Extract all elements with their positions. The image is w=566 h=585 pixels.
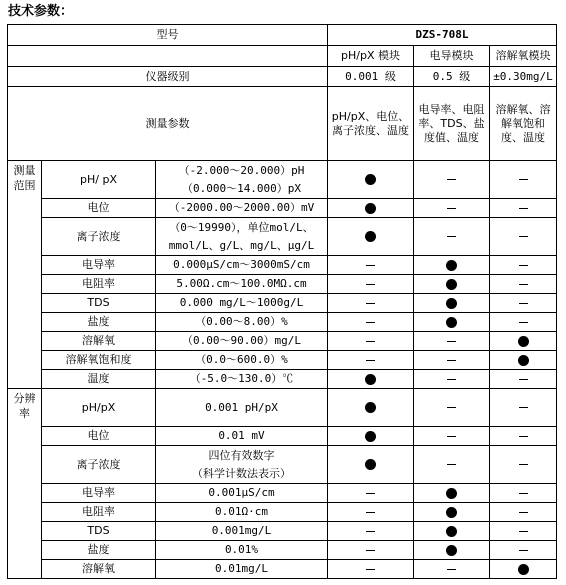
res_rows-row	[8, 541, 557, 560]
range_rows-row	[8, 332, 557, 351]
supported-dot-icon	[365, 459, 376, 470]
support-cell-oxygen	[490, 427, 557, 446]
support-cell-conductivity	[414, 294, 490, 313]
support-cell-ph	[328, 446, 414, 484]
support-cell-oxygen	[490, 522, 557, 541]
support-cell-oxygen	[490, 560, 557, 579]
not-supported-dash-icon	[366, 322, 375, 323]
support-cell-ph	[328, 522, 414, 541]
section-range: 测量范围	[8, 161, 42, 389]
support-cell-conductivity	[414, 389, 490, 427]
supported-dot-icon	[518, 564, 529, 575]
support-cell-oxygen	[490, 275, 557, 294]
not-supported-dash-icon	[519, 236, 528, 237]
support-cell-conductivity	[414, 332, 490, 351]
param-spec	[156, 503, 328, 522]
param-name: TDS	[42, 294, 156, 313]
not-supported-dash-icon	[519, 303, 528, 304]
spec-line: 0.01Ω·cm	[215, 505, 268, 518]
param-name: 电导率	[42, 484, 156, 503]
spec-line: 0.000μS/cm～3000mS/cm	[173, 258, 310, 271]
model-row	[8, 25, 557, 46]
spec-line: （0.000～14.000）pX	[181, 181, 302, 195]
not-supported-dash-icon	[447, 236, 456, 237]
spec-line: （-2.000～20.000）pH	[178, 163, 305, 177]
range_rows-row	[8, 161, 557, 199]
param-spec	[156, 218, 328, 256]
not-supported-dash-icon	[519, 284, 528, 285]
spec-table	[7, 24, 557, 579]
module-conductivity: 电导模块	[414, 46, 490, 67]
param-spec	[156, 275, 328, 294]
supported-dot-icon	[446, 545, 457, 556]
not-supported-dash-icon	[366, 303, 375, 304]
supported-dot-icon	[518, 355, 529, 366]
support-cell-oxygen	[490, 484, 557, 503]
supported-dot-icon	[446, 507, 457, 518]
not-supported-dash-icon	[447, 208, 456, 209]
not-supported-dash-icon	[447, 407, 456, 408]
param-name: 电位	[42, 199, 156, 218]
section-resolution: 分辨率	[8, 389, 42, 579]
module-row	[8, 46, 557, 67]
support-cell-conductivity	[414, 427, 490, 446]
not-supported-dash-icon	[366, 569, 375, 570]
level-oxygen: ±0.30mg/L	[490, 67, 557, 87]
not-supported-dash-icon	[366, 360, 375, 361]
spec-line: 5.00Ω.cm～100.0MΩ.cm	[176, 277, 307, 290]
param-spec	[156, 522, 328, 541]
spec-line: 0.001μS/cm	[208, 486, 275, 499]
support-cell-ph	[328, 351, 414, 370]
not-supported-dash-icon	[366, 284, 375, 285]
res_rows-row	[8, 427, 557, 446]
module-row-blank	[8, 46, 328, 67]
support-cell-oxygen	[490, 370, 557, 389]
support-cell-oxygen	[490, 294, 557, 313]
spec-line: （0.0～600.0）%	[195, 353, 288, 366]
support-cell-oxygen	[490, 446, 557, 484]
support-cell-ph	[328, 370, 414, 389]
param-spec	[156, 294, 328, 313]
support-cell-ph	[328, 199, 414, 218]
param-spec	[156, 484, 328, 503]
support-cell-ph	[328, 484, 414, 503]
param-name: pH/pX	[42, 389, 156, 427]
page-heading: 技术参数：	[8, 4, 74, 19]
param-name: 电阻率	[42, 275, 156, 294]
not-supported-dash-icon	[366, 265, 375, 266]
not-supported-dash-icon	[366, 531, 375, 532]
param-spec	[156, 541, 328, 560]
support-cell-oxygen	[490, 332, 557, 351]
supported-dot-icon	[446, 298, 457, 309]
support-cell-ph	[328, 256, 414, 275]
level-label: 仪器级别	[8, 67, 328, 87]
supported-dot-icon	[365, 374, 376, 385]
range_rows-row	[8, 256, 557, 275]
support-cell-ph	[328, 294, 414, 313]
not-supported-dash-icon	[519, 531, 528, 532]
param-spec	[156, 446, 328, 484]
param-name: 溶解氧饱和度	[42, 351, 156, 370]
param-spec	[156, 256, 328, 275]
not-supported-dash-icon	[519, 512, 528, 513]
support-cell-oxygen	[490, 199, 557, 218]
spec-line: （科学计数法表示）	[192, 466, 291, 480]
param-spec	[156, 199, 328, 218]
res_rows-row	[8, 446, 557, 484]
spec-line: 0.000 mg/L～1000g/L	[179, 296, 304, 309]
not-supported-dash-icon	[447, 569, 456, 570]
support-cell-conductivity	[414, 541, 490, 560]
supported-dot-icon	[365, 174, 376, 185]
model-label: 型号	[8, 25, 328, 46]
spec-line: （-5.0～130.0）℃	[189, 372, 294, 385]
support-cell-ph	[328, 503, 414, 522]
param-name: 离子浓度	[42, 218, 156, 256]
support-cell-ph	[328, 560, 414, 579]
support-cell-conductivity	[414, 560, 490, 579]
param-spec	[156, 389, 328, 427]
param-name: pH/ pX	[42, 161, 156, 199]
supported-dot-icon	[365, 203, 376, 214]
not-supported-dash-icon	[519, 493, 528, 494]
not-supported-dash-icon	[519, 379, 528, 380]
support-cell-conductivity	[414, 218, 490, 256]
range_rows-row	[8, 351, 557, 370]
support-cell-conductivity	[414, 199, 490, 218]
level-conductivity: 0.5 级	[414, 67, 490, 87]
supported-dot-icon	[365, 402, 376, 413]
not-supported-dash-icon	[519, 179, 528, 180]
not-supported-dash-icon	[447, 179, 456, 180]
not-supported-dash-icon	[366, 493, 375, 494]
support-cell-oxygen	[490, 313, 557, 332]
param-spec	[156, 161, 328, 199]
support-cell-conductivity	[414, 256, 490, 275]
support-cell-conductivity	[414, 161, 490, 199]
not-supported-dash-icon	[447, 360, 456, 361]
support-cell-oxygen	[490, 389, 557, 427]
not-supported-dash-icon	[366, 550, 375, 551]
support-cell-conductivity	[414, 275, 490, 294]
support-cell-oxygen	[490, 351, 557, 370]
supported-dot-icon	[446, 317, 457, 328]
range_rows-row	[8, 370, 557, 389]
support-cell-oxygen	[490, 218, 557, 256]
support-cell-conductivity	[414, 503, 490, 522]
spec-line: mmol/L、g/L、mg/L、μg/L	[168, 238, 315, 252]
support-cell-oxygen	[490, 541, 557, 560]
support-cell-oxygen	[490, 256, 557, 275]
range_rows-row	[8, 218, 557, 256]
not-supported-dash-icon	[519, 407, 528, 408]
not-supported-dash-icon	[519, 322, 528, 323]
support-cell-conductivity	[414, 351, 490, 370]
supported-dot-icon	[446, 260, 457, 271]
supported-dot-icon	[518, 336, 529, 347]
param-name: 电导率	[42, 256, 156, 275]
param-spec	[156, 427, 328, 446]
res_rows-row	[8, 503, 557, 522]
not-supported-dash-icon	[519, 464, 528, 465]
supported-dot-icon	[446, 526, 457, 537]
not-supported-dash-icon	[366, 512, 375, 513]
not-supported-dash-icon	[366, 341, 375, 342]
support-cell-conductivity	[414, 370, 490, 389]
param-spec	[156, 351, 328, 370]
support-cell-ph	[328, 218, 414, 256]
not-supported-dash-icon	[519, 436, 528, 437]
supported-dot-icon	[446, 488, 457, 499]
param-name: 温度	[42, 370, 156, 389]
module-oxygen: 溶解氧模块	[490, 46, 557, 67]
spec-line: （0～19990），单位mol/L、	[169, 220, 314, 234]
spec-line: （0.00～8.00）%	[195, 315, 288, 328]
param-name: 电阻率	[42, 503, 156, 522]
support-cell-oxygen	[490, 503, 557, 522]
not-supported-dash-icon	[447, 341, 456, 342]
support-cell-ph	[328, 427, 414, 446]
measure-conductivity: 电导率、电阻率、TDS、盐度值、温度	[414, 87, 490, 161]
param-name: 溶解氧	[42, 332, 156, 351]
param-spec	[156, 313, 328, 332]
not-supported-dash-icon	[447, 464, 456, 465]
support-cell-ph	[328, 161, 414, 199]
spec-line: 0.01 mV	[218, 429, 265, 442]
spec-line: 0.001mg/L	[211, 524, 272, 537]
param-name: 溶解氧	[42, 560, 156, 579]
level-ph: 0.001 级	[328, 67, 414, 87]
support-cell-conductivity	[414, 446, 490, 484]
supported-dot-icon	[446, 279, 457, 290]
not-supported-dash-icon	[519, 208, 528, 209]
range_rows-row	[8, 199, 557, 218]
not-supported-dash-icon	[519, 265, 528, 266]
level-row	[8, 67, 557, 87]
not-supported-dash-icon	[519, 550, 528, 551]
range_rows-row	[8, 294, 557, 313]
measure-row	[8, 87, 557, 161]
param-spec	[156, 332, 328, 351]
spec-line: 0.001 pH/pX	[205, 400, 278, 414]
param-name: TDS	[42, 522, 156, 541]
supported-dot-icon	[365, 231, 376, 242]
param-name: 盐度	[42, 313, 156, 332]
support-cell-conductivity	[414, 484, 490, 503]
spec-line: （-2000.00～2000.00）mV	[168, 201, 315, 214]
param-name: 盐度	[42, 541, 156, 560]
range_rows-row	[8, 313, 557, 332]
support-cell-ph	[328, 389, 414, 427]
spec-line: 四位有效数字	[208, 448, 275, 462]
res_rows-row	[8, 560, 557, 579]
param-spec	[156, 370, 328, 389]
supported-dot-icon	[365, 431, 376, 442]
spec-line: （0.00～90.00）mg/L	[181, 334, 302, 347]
support-cell-conductivity	[414, 522, 490, 541]
spec-line: 0.01mg/L	[215, 562, 268, 575]
res_rows-row	[8, 389, 557, 427]
spec-line: 0.01%	[224, 543, 259, 556]
not-supported-dash-icon	[447, 379, 456, 380]
module-ph: pH/pX 模块	[328, 46, 414, 67]
support-cell-oxygen	[490, 161, 557, 199]
measure-oxygen: 溶解氧、溶解氧饱和度、温度	[490, 87, 557, 161]
support-cell-ph	[328, 275, 414, 294]
measure-label: 测量参数	[8, 87, 328, 161]
res_rows-row	[8, 522, 557, 541]
param-name: 电位	[42, 427, 156, 446]
model-value: DZS-708L	[328, 25, 557, 46]
support-cell-conductivity	[414, 313, 490, 332]
support-cell-ph	[328, 541, 414, 560]
res_rows-row	[8, 484, 557, 503]
measure-ph: pH/pX、电位、离子浓度、温度	[328, 87, 414, 161]
support-cell-ph	[328, 313, 414, 332]
range_rows-row	[8, 275, 557, 294]
support-cell-ph	[328, 332, 414, 351]
not-supported-dash-icon	[447, 436, 456, 437]
param-spec	[156, 560, 328, 579]
param-name: 离子浓度	[42, 446, 156, 484]
